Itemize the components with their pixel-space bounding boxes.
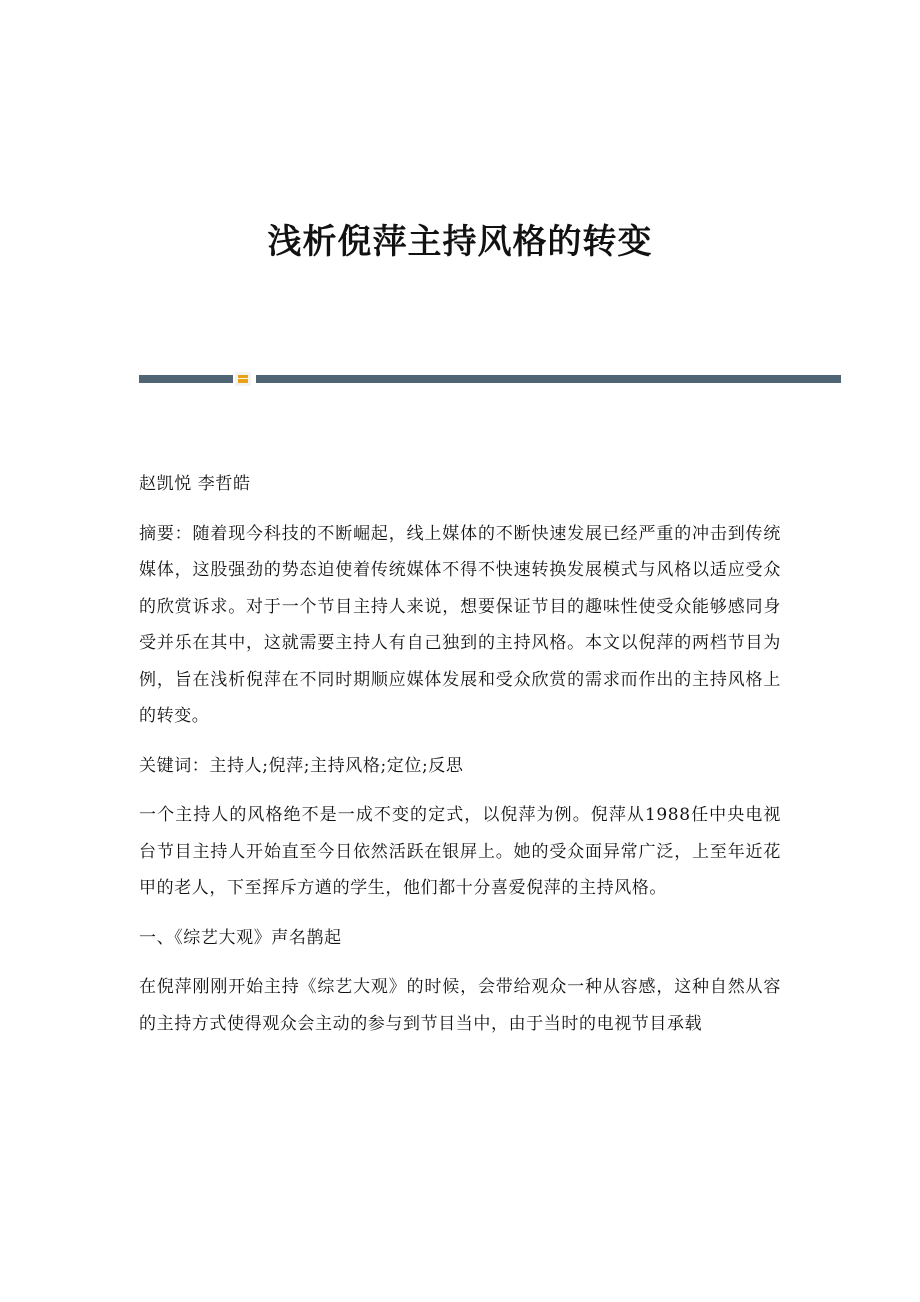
document-title: 浅析倪萍主持风格的转变 bbox=[267, 222, 653, 262]
document-body bbox=[139, 466, 781, 1055]
intro-paragraph: 一个主持人的风格绝不是一成不变的定式，以倪萍为例。倪萍从1988任中央电视台节目主持人开始直至今日依然活跃在银屏上。她的受众面异常广泛，上至年近花甲的老人，下至挥斥方遒的学生，他们都十分喜爱倪萍的主持风格。 bbox=[139, 805, 781, 898]
title-divider bbox=[139, 372, 841, 386]
divider-bar-left bbox=[139, 375, 233, 383]
section-paragraph: 在倪萍刚刚开始主持《综艺大观》的时候，会带给观众一种从容感，这种自然从容的主持方式使得观众会主动的参与到节目当中，由于当时的电视节目承载 bbox=[139, 977, 781, 1034]
divider-emblem-icon bbox=[235, 372, 251, 386]
divider-bar-right bbox=[256, 375, 841, 383]
abstract-paragraph: 摘要：随着现今科技的不断崛起，线上媒体的不断快速发展已经严重的冲击到传统媒体，这股强劲的势态迫使着传统媒体不得不快速转换发展模式与风格以适应受众的欣赏诉求。对于一个节目主持人来说，想要保证节目的趣味性使受众能够感同身受并乐在其中，这就需要主持人有自己独到的主持风格。本文以倪萍的两档节目为例，旨在浅析倪萍在不同时期顺应媒体发展和受众欣赏的需求而作出的主持风格上的转变。 bbox=[139, 523, 781, 726]
section-heading: 一、《综艺大观》声名鹊起 bbox=[139, 927, 342, 948]
authors-line: 赵凯悦 李哲皓 bbox=[139, 474, 251, 494]
keywords-line: 关键词：主持人;倪萍;主持风格;定位;反思 bbox=[139, 755, 464, 776]
